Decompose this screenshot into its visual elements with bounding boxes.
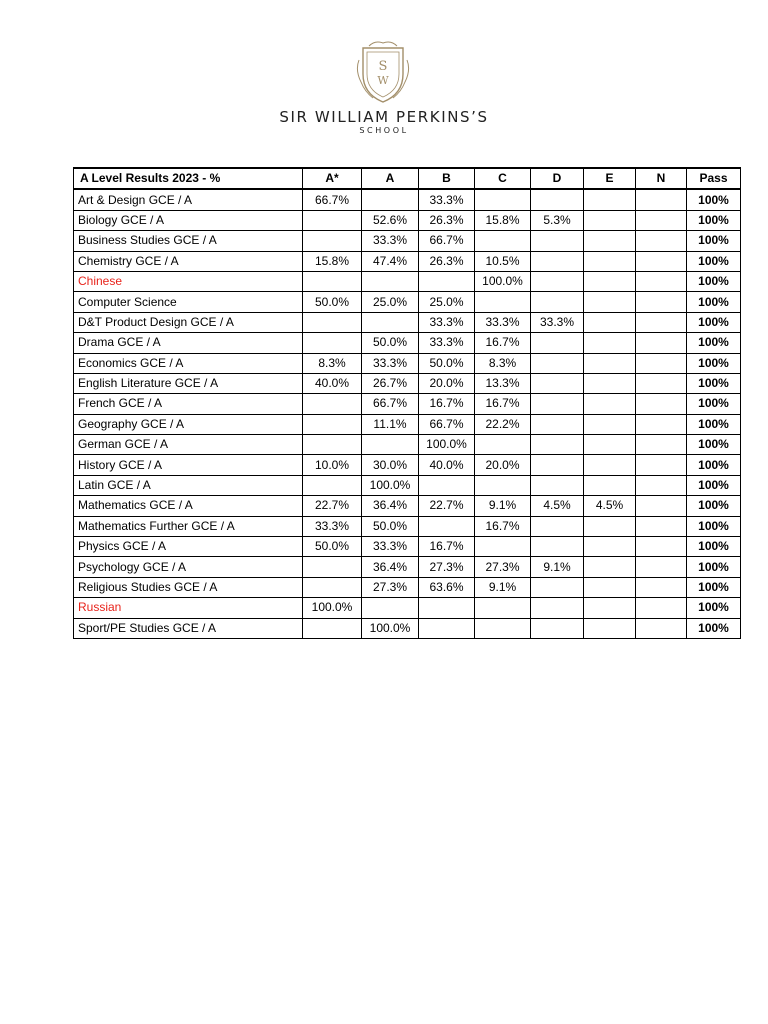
table-row — [74, 312, 741, 332]
table-row — [74, 577, 741, 597]
grade-cell-a: 100.0% — [362, 618, 419, 638]
subject-cell: German GCE / A — [74, 435, 303, 455]
grade-cell-a-star — [303, 210, 362, 230]
grade-cell-c: 22.2% — [475, 414, 531, 434]
school-name: SIR WILLIAM PERKINS’S — [279, 108, 489, 126]
subject-cell: History GCE / A — [74, 455, 303, 475]
grade-cell-d — [531, 414, 584, 434]
grade-cell-a-star — [303, 557, 362, 577]
grade-cell-e — [584, 455, 636, 475]
grade-cell-c: 10.5% — [475, 251, 531, 271]
grade-cell-e — [584, 435, 636, 455]
grade-cell-a: 11.1% — [362, 414, 419, 434]
grade-cell-d — [531, 475, 584, 495]
subject-cell: Chemistry GCE / A — [74, 251, 303, 271]
grade-cell-a — [362, 598, 419, 618]
grade-cell-b: 16.7% — [419, 394, 475, 414]
grade-cell-b — [419, 271, 475, 291]
grade-cell-n — [636, 516, 687, 536]
grade-cell-a-star — [303, 271, 362, 291]
grade-cell-b: 100.0% — [419, 435, 475, 455]
grade-cell-n — [636, 333, 687, 353]
grade-cell-b: 26.3% — [419, 210, 475, 230]
subject-cell: Sport/PE Studies GCE / A — [74, 618, 303, 638]
grade-cell-a-star: 50.0% — [303, 537, 362, 557]
grade-cell-n — [636, 373, 687, 393]
subject-cell: Mathematics Further GCE / A — [74, 516, 303, 536]
grade-cell-b: 33.3% — [419, 333, 475, 353]
grade-cell-e — [584, 210, 636, 230]
grade-cell-pass: 100% — [687, 333, 741, 353]
table-row — [74, 475, 741, 495]
grade-cell-a — [362, 312, 419, 332]
grade-cell-d — [531, 598, 584, 618]
grade-cell-pass: 100% — [687, 189, 741, 210]
grade-cell-b: 25.0% — [419, 292, 475, 312]
table-row — [74, 618, 741, 638]
grade-cell-b: 26.3% — [419, 251, 475, 271]
grade-cell-n — [636, 414, 687, 434]
grade-cell-b: 27.3% — [419, 557, 475, 577]
grade-cell-c: 9.1% — [475, 496, 531, 516]
table-row — [74, 271, 741, 291]
grade-cell-b: 22.7% — [419, 496, 475, 516]
grade-cell-a: 26.7% — [362, 373, 419, 393]
grade-cell-e — [584, 475, 636, 495]
grade-cell-pass: 100% — [687, 312, 741, 332]
grade-cell-a-star — [303, 618, 362, 638]
grade-cell-c — [475, 189, 531, 210]
grade-cell-n — [636, 475, 687, 495]
grade-cell-pass: 100% — [687, 414, 741, 434]
grade-cell-a-star — [303, 435, 362, 455]
grade-cell-n — [636, 618, 687, 638]
grade-cell-a: 36.4% — [362, 496, 419, 516]
grade-cell-e: 4.5% — [584, 496, 636, 516]
grade-cell-a-star — [303, 475, 362, 495]
grade-cell-a-star — [303, 333, 362, 353]
subject-cell: Drama GCE / A — [74, 333, 303, 353]
grade-cell-c: 13.3% — [475, 373, 531, 393]
header-n: N — [636, 168, 687, 189]
grade-cell-c: 15.8% — [475, 210, 531, 230]
grade-cell-d — [531, 394, 584, 414]
subject-cell: D&T Product Design GCE / A — [74, 312, 303, 332]
grade-cell-a: 47.4% — [362, 251, 419, 271]
grade-cell-b — [419, 598, 475, 618]
grade-cell-b — [419, 516, 475, 536]
grade-cell-c: 8.3% — [475, 353, 531, 373]
grade-cell-b — [419, 475, 475, 495]
subject-cell: Chinese — [74, 271, 303, 291]
grade-cell-b: 40.0% — [419, 455, 475, 475]
header-a-star: A* — [303, 168, 362, 189]
table-row — [74, 435, 741, 455]
grade-cell-d — [531, 231, 584, 251]
grade-cell-c — [475, 475, 531, 495]
grade-cell-c — [475, 537, 531, 557]
grade-cell-a: 27.3% — [362, 577, 419, 597]
header-a: A — [362, 168, 419, 189]
grade-cell-a-star: 15.8% — [303, 251, 362, 271]
grade-cell-e — [584, 373, 636, 393]
grade-cell-e — [584, 271, 636, 291]
grade-cell-a-star: 100.0% — [303, 598, 362, 618]
grade-cell-d — [531, 516, 584, 536]
grade-cell-n — [636, 292, 687, 312]
subject-cell: Latin GCE / A — [74, 475, 303, 495]
table-row — [74, 251, 741, 271]
grade-cell-a: 66.7% — [362, 394, 419, 414]
table-row — [74, 210, 741, 230]
grade-cell-d — [531, 292, 584, 312]
table-row — [74, 455, 741, 475]
grade-cell-a-star — [303, 231, 362, 251]
header-c: C — [475, 168, 531, 189]
grade-cell-d — [531, 435, 584, 455]
subject-cell: Art & Design GCE / A — [74, 189, 303, 210]
subject-cell: Computer Science — [74, 292, 303, 312]
svg-text:S: S — [378, 59, 388, 74]
table-row — [74, 598, 741, 618]
grade-cell-d — [531, 353, 584, 373]
grade-cell-pass: 100% — [687, 496, 741, 516]
grade-cell-a — [362, 189, 419, 210]
table-row — [74, 292, 741, 312]
grade-cell-d: 9.1% — [531, 557, 584, 577]
grade-cell-c: 16.7% — [475, 394, 531, 414]
grade-cell-c — [475, 618, 531, 638]
grade-cell-pass: 100% — [687, 618, 741, 638]
grade-cell-e — [584, 394, 636, 414]
grade-cell-pass: 100% — [687, 435, 741, 455]
subject-cell: English Literature GCE / A — [74, 373, 303, 393]
grade-cell-d — [531, 537, 584, 557]
table-row — [74, 353, 741, 373]
grade-cell-n — [636, 557, 687, 577]
grade-cell-d — [531, 251, 584, 271]
grade-cell-a: 30.0% — [362, 455, 419, 475]
grade-cell-n — [636, 598, 687, 618]
grade-cell-n — [636, 537, 687, 557]
table-row — [74, 189, 741, 210]
table-row — [74, 414, 741, 434]
grade-cell-b: 66.7% — [419, 414, 475, 434]
grade-cell-pass: 100% — [687, 455, 741, 475]
grade-cell-a: 33.3% — [362, 353, 419, 373]
grade-cell-a — [362, 271, 419, 291]
grade-cell-e — [584, 312, 636, 332]
subject-cell: Physics GCE / A — [74, 537, 303, 557]
grade-cell-a: 100.0% — [362, 475, 419, 495]
grade-cell-c: 9.1% — [475, 577, 531, 597]
grade-cell-e — [584, 598, 636, 618]
grade-cell-a-star — [303, 414, 362, 434]
grade-cell-n — [636, 394, 687, 414]
grade-cell-c: 33.3% — [475, 312, 531, 332]
grade-cell-d — [531, 333, 584, 353]
subject-cell: Psychology GCE / A — [74, 557, 303, 577]
grade-cell-d — [531, 373, 584, 393]
grade-cell-a-star: 22.7% — [303, 496, 362, 516]
grade-cell-e — [584, 353, 636, 373]
grade-cell-a: 25.0% — [362, 292, 419, 312]
header-b: B — [419, 168, 475, 189]
grade-cell-e — [584, 189, 636, 210]
subject-cell: Religious Studies GCE / A — [74, 577, 303, 597]
grade-cell-n — [636, 231, 687, 251]
subject-cell: Russian — [74, 598, 303, 618]
table-row — [74, 516, 741, 536]
header-pass: Pass — [687, 168, 741, 189]
grade-cell-a: 52.6% — [362, 210, 419, 230]
grade-cell-a-star — [303, 577, 362, 597]
grade-cell-e — [584, 537, 636, 557]
table-header-row — [74, 168, 741, 189]
grade-cell-b: 20.0% — [419, 373, 475, 393]
grade-cell-n — [636, 353, 687, 373]
grade-cell-pass: 100% — [687, 516, 741, 536]
grade-cell-pass: 100% — [687, 394, 741, 414]
grade-cell-a-star: 33.3% — [303, 516, 362, 536]
header-e: E — [584, 168, 636, 189]
grade-cell-b: 33.3% — [419, 312, 475, 332]
grade-cell-a: 33.3% — [362, 231, 419, 251]
grade-cell-d: 4.5% — [531, 496, 584, 516]
grade-cell-a-star: 50.0% — [303, 292, 362, 312]
grade-cell-e — [584, 292, 636, 312]
grade-cell-pass: 100% — [687, 292, 741, 312]
grade-cell-c — [475, 292, 531, 312]
grade-cell-c — [475, 435, 531, 455]
table-row — [74, 373, 741, 393]
table-row — [74, 231, 741, 251]
grade-cell-c: 100.0% — [475, 271, 531, 291]
subject-cell: Biology GCE / A — [74, 210, 303, 230]
subject-cell: Mathematics GCE / A — [74, 496, 303, 516]
grade-cell-a: 50.0% — [362, 333, 419, 353]
grade-cell-e — [584, 618, 636, 638]
grade-cell-e — [584, 333, 636, 353]
results-body — [74, 189, 741, 638]
grade-cell-c: 20.0% — [475, 455, 531, 475]
grade-cell-pass: 100% — [687, 353, 741, 373]
grade-cell-b: 63.6% — [419, 577, 475, 597]
grade-cell-b: 50.0% — [419, 353, 475, 373]
grade-cell-n — [636, 210, 687, 230]
grade-cell-pass: 100% — [687, 251, 741, 271]
grade-cell-pass: 100% — [687, 475, 741, 495]
grade-cell-c — [475, 231, 531, 251]
grade-cell-a-star — [303, 394, 362, 414]
grade-cell-c — [475, 598, 531, 618]
subject-cell: Geography GCE / A — [74, 414, 303, 434]
subject-cell: Business Studies GCE / A — [74, 231, 303, 251]
grade-cell-e — [584, 231, 636, 251]
grade-cell-d — [531, 618, 584, 638]
school-subtitle: SCHOOL — [359, 126, 409, 135]
table-row — [74, 496, 741, 516]
subject-cell: Economics GCE / A — [74, 353, 303, 373]
grade-cell-pass: 100% — [687, 231, 741, 251]
grade-cell-pass: 100% — [687, 557, 741, 577]
grade-cell-pass: 100% — [687, 537, 741, 557]
grade-cell-n — [636, 577, 687, 597]
grade-cell-a-star: 66.7% — [303, 189, 362, 210]
grade-cell-a — [362, 435, 419, 455]
grade-cell-e — [584, 414, 636, 434]
table-title: A Level Results 2023 - % — [74, 168, 303, 189]
svg-text:W: W — [377, 74, 389, 87]
table-row — [74, 557, 741, 577]
grade-cell-e — [584, 516, 636, 536]
table-row — [74, 394, 741, 414]
crest-icon — [355, 40, 411, 106]
grade-cell-n — [636, 189, 687, 210]
grade-cell-d: 33.3% — [531, 312, 584, 332]
grade-cell-n — [636, 435, 687, 455]
grade-cell-a-star: 8.3% — [303, 353, 362, 373]
grade-cell-e — [584, 557, 636, 577]
grade-cell-a: 50.0% — [362, 516, 419, 536]
grade-cell-b: 66.7% — [419, 231, 475, 251]
grade-cell-c: 27.3% — [475, 557, 531, 577]
grade-cell-d — [531, 189, 584, 210]
grade-cell-n — [636, 251, 687, 271]
header-d: D — [531, 168, 584, 189]
grade-cell-e — [584, 577, 636, 597]
grade-cell-b — [419, 618, 475, 638]
grade-cell-n — [636, 455, 687, 475]
grade-cell-n — [636, 271, 687, 291]
grade-cell-d — [531, 455, 584, 475]
grade-cell-c: 16.7% — [475, 516, 531, 536]
table-row — [74, 537, 741, 557]
grade-cell-d — [531, 577, 584, 597]
table-row — [74, 333, 741, 353]
grade-cell-c: 16.7% — [475, 333, 531, 353]
grade-cell-d — [531, 271, 584, 291]
results-table — [73, 167, 741, 639]
grade-cell-n — [636, 312, 687, 332]
grade-cell-a-star: 40.0% — [303, 373, 362, 393]
grade-cell-a-star — [303, 312, 362, 332]
grade-cell-pass: 100% — [687, 271, 741, 291]
grade-cell-b: 16.7% — [419, 537, 475, 557]
school-crest — [355, 40, 411, 106]
grade-cell-a: 36.4% — [362, 557, 419, 577]
grade-cell-pass: 100% — [687, 210, 741, 230]
grade-cell-e — [584, 251, 636, 271]
grade-cell-b: 33.3% — [419, 189, 475, 210]
grade-cell-pass: 100% — [687, 373, 741, 393]
grade-cell-pass: 100% — [687, 577, 741, 597]
grade-cell-n — [636, 496, 687, 516]
grade-cell-pass: 100% — [687, 598, 741, 618]
grade-cell-a: 33.3% — [362, 537, 419, 557]
grade-cell-d: 5.3% — [531, 210, 584, 230]
subject-cell: French GCE / A — [74, 394, 303, 414]
grade-cell-a-star: 10.0% — [303, 455, 362, 475]
